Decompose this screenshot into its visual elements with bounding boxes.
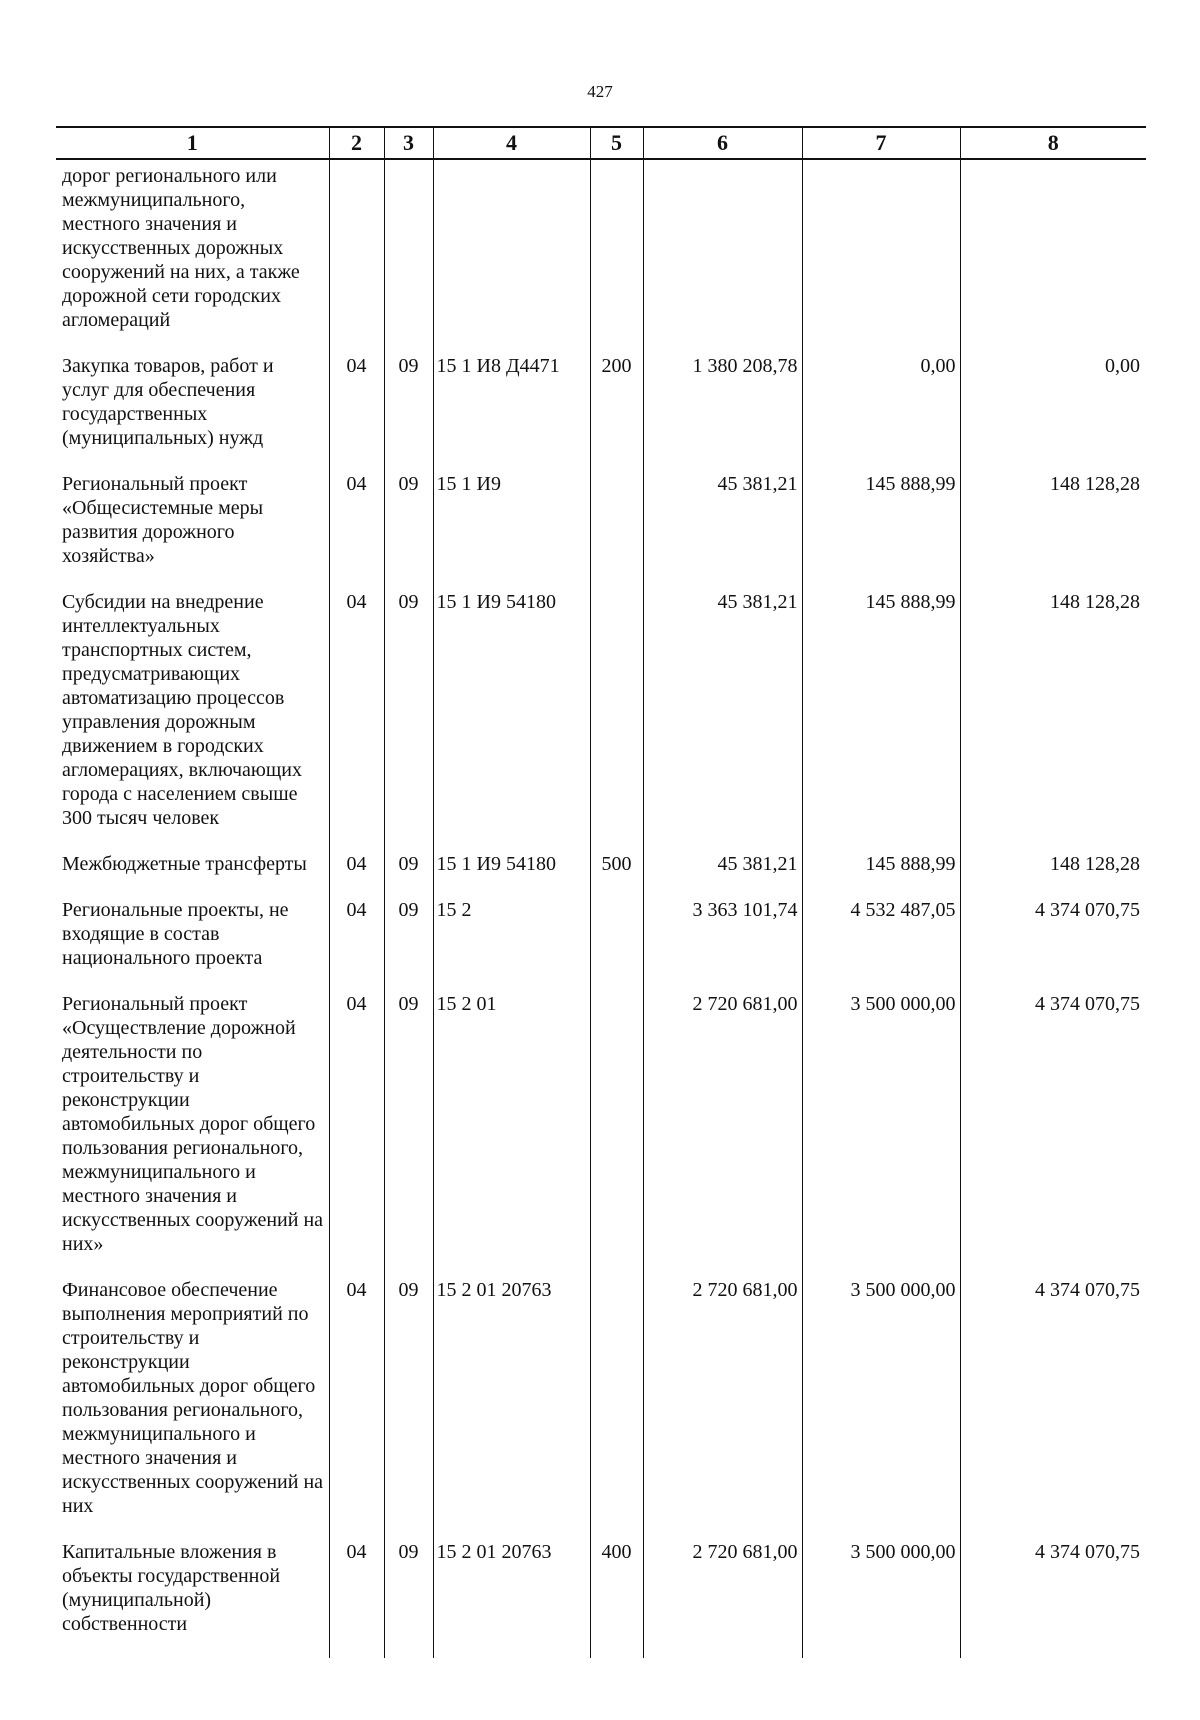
page-number: 427 bbox=[587, 82, 613, 101]
table-row bbox=[56, 472, 1146, 590]
cell-target-code: 15 1 И8 Д4471 bbox=[433, 354, 590, 472]
column-header-7: 7 bbox=[802, 127, 960, 159]
column-header-8: 8 bbox=[960, 127, 1146, 159]
table-header-row bbox=[56, 127, 1146, 159]
cell-expense-type: 400 bbox=[590, 1540, 643, 1658]
cell-amount-6: 2 720 681,00 bbox=[643, 1540, 802, 1658]
cell-section bbox=[329, 159, 384, 354]
cell-expense-type: 500 bbox=[590, 852, 643, 898]
cell-amount-8: 148 128,28 bbox=[960, 590, 1146, 852]
cell-section: 04 bbox=[329, 472, 384, 590]
row-name: Субсидии на внедрение интеллектуальных транспортных систем, предусматривающих автоматизацию процессов управления дорожным движением в городских агломерациях, включающих города с населением свыше 300 тысяч человек bbox=[62, 591, 302, 829]
cell-expense-type bbox=[590, 590, 643, 852]
cell-target-code bbox=[433, 159, 590, 354]
row-name: Межбюджетные трансферты bbox=[62, 853, 307, 875]
table-row bbox=[56, 159, 1146, 354]
cell-target-code: 15 1 И9 54180 bbox=[433, 590, 590, 852]
cell-amount-6: 3 363 101,74 bbox=[643, 898, 802, 992]
cell-subsection: 09 bbox=[384, 1540, 433, 1658]
cell-subsection: 09 bbox=[384, 898, 433, 992]
cell-section: 04 bbox=[329, 1540, 384, 1658]
cell-amount-7: 4 532 487,05 bbox=[802, 898, 960, 992]
cell-amount-7: 145 888,99 bbox=[802, 852, 960, 898]
cell-target-code: 15 2 01 20763 bbox=[433, 1540, 590, 1658]
cell-amount-7 bbox=[802, 159, 960, 354]
cell-amount-7: 3 500 000,00 bbox=[802, 1278, 960, 1540]
column-header-4: 4 bbox=[433, 127, 590, 159]
column-header-3: 3 bbox=[384, 127, 433, 159]
cell-expense-type bbox=[590, 992, 643, 1278]
cell-target-code: 15 1 И9 54180 bbox=[433, 852, 590, 898]
cell-target-code: 15 1 И9 bbox=[433, 472, 590, 590]
cell-amount-8 bbox=[960, 159, 1146, 354]
cell-amount-6: 2 720 681,00 bbox=[643, 992, 802, 1278]
row-name: Региональный проект «Общесистемные меры развития дорожного хозяйства» bbox=[62, 473, 264, 567]
table-row bbox=[56, 354, 1146, 472]
cell-amount-6: 45 381,21 bbox=[643, 472, 802, 590]
table-row bbox=[56, 590, 1146, 852]
cell-section: 04 bbox=[329, 992, 384, 1278]
cell-section: 04 bbox=[329, 852, 384, 898]
column-header-5: 5 bbox=[590, 127, 643, 159]
cell-amount-8: 148 128,28 bbox=[960, 852, 1146, 898]
cell-amount-6: 45 381,21 bbox=[643, 852, 802, 898]
cell-subsection bbox=[384, 159, 433, 354]
table-row bbox=[56, 1278, 1146, 1540]
cell-subsection: 09 bbox=[384, 852, 433, 898]
table-row bbox=[56, 1540, 1146, 1658]
cell-section: 04 bbox=[329, 590, 384, 852]
cell-section: 04 bbox=[329, 898, 384, 992]
cell-section: 04 bbox=[329, 354, 384, 472]
cell-expense-type bbox=[590, 898, 643, 992]
cell-expense-type: 200 bbox=[590, 354, 643, 472]
cell-amount-6: 1 380 208,78 bbox=[643, 354, 802, 472]
cell-target-code: 15 2 01 bbox=[433, 992, 590, 1278]
cell-expense-type bbox=[590, 1278, 643, 1540]
cell-section: 04 bbox=[329, 1278, 384, 1540]
row-name: Региональные проекты, не входящие в состав национального проекта bbox=[62, 899, 289, 969]
cell-amount-7: 0,00 bbox=[802, 354, 960, 472]
cell-amount-8: 0,00 bbox=[960, 354, 1146, 472]
cell-amount-7: 145 888,99 bbox=[802, 590, 960, 852]
row-name: Финансовое обеспечение выполнения мероприятий по строительству и реконструкции автомобильных дорог общего пользования регионального, межмуниципального и местного значения и искусственных сооружений на них bbox=[62, 1279, 324, 1517]
column-header-6: 6 bbox=[643, 127, 802, 159]
cell-amount-7: 3 500 000,00 bbox=[802, 1540, 960, 1658]
cell-amount-7: 3 500 000,00 bbox=[802, 992, 960, 1278]
column-header-1: 1 bbox=[56, 127, 329, 159]
table-row bbox=[56, 898, 1146, 992]
cell-amount-8: 4 374 070,75 bbox=[960, 1540, 1146, 1658]
cell-target-code: 15 2 bbox=[433, 898, 590, 992]
column-header-2: 2 bbox=[329, 127, 384, 159]
budget-table bbox=[56, 126, 1146, 1658]
cell-subsection: 09 bbox=[384, 1278, 433, 1540]
cell-target-code: 15 2 01 20763 bbox=[433, 1278, 590, 1540]
row-name: Закупка товаров, работ и услуг для обеспечения государственных (муниципальных) нужд bbox=[62, 355, 274, 449]
cell-amount-6: 2 720 681,00 bbox=[643, 1278, 802, 1540]
cell-subsection: 09 bbox=[384, 472, 433, 590]
cell-amount-8: 4 374 070,75 bbox=[960, 898, 1146, 992]
row-name: Капитальные вложения в объекты государственной (муниципальной) собственности bbox=[62, 1541, 281, 1635]
cell-amount-8: 4 374 070,75 bbox=[960, 1278, 1146, 1540]
cell-expense-type bbox=[590, 159, 643, 354]
cell-subsection: 09 bbox=[384, 590, 433, 852]
cell-amount-6: 45 381,21 bbox=[643, 590, 802, 852]
cell-amount-6 bbox=[643, 159, 802, 354]
row-name: дорог регионального или межмуниципального, местного значения и искусственных дорожных сооружений на них, а также дорожной сети городских агломераций bbox=[62, 165, 300, 331]
cell-amount-8: 4 374 070,75 bbox=[960, 992, 1146, 1278]
row-name: Региональный проект «Осуществление дорожной деятельности по строительству и реконструкции автомобильных дорог общего пользования регионального, межмуниципального и местного значения и искусственных сооружений на них» bbox=[62, 993, 324, 1255]
cell-amount-8: 148 128,28 bbox=[960, 472, 1146, 590]
cell-expense-type bbox=[590, 472, 643, 590]
cell-amount-7: 145 888,99 bbox=[802, 472, 960, 590]
table-row bbox=[56, 852, 1146, 898]
table-row bbox=[56, 992, 1146, 1278]
cell-subsection: 09 bbox=[384, 992, 433, 1278]
cell-subsection: 09 bbox=[384, 354, 433, 472]
